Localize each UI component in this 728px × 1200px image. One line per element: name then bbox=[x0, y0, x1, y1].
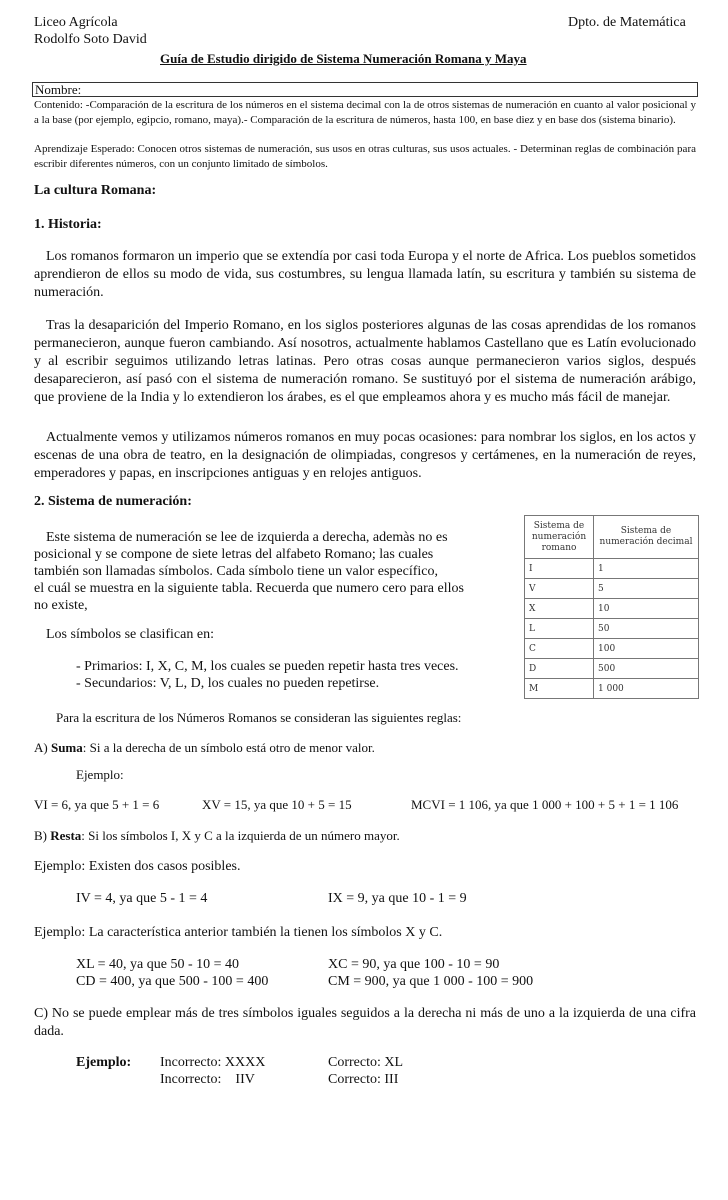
table-row bbox=[525, 659, 699, 679]
aprendizaje-paragraph: Aprendizaje Esperado: Conocen otros sistemas de numeración, sus usos en otras culturas, sus usos actuales. - Determinan reglas de combinación para escribir diferentes números, con un conjunto limitado de símbolos. bbox=[34, 143, 696, 170]
rule-a bbox=[34, 740, 375, 756]
sistema-line-5: no existe, bbox=[34, 598, 88, 613]
author-name: Rodolfo Soto David bbox=[34, 32, 147, 47]
sistema-line-2: posicional y se compone de siete letras del alfabeto Romano; las cuales bbox=[34, 547, 434, 562]
clasifican-text: Los símbolos se clasifican en: bbox=[46, 627, 214, 642]
rule-a-prefix: A) bbox=[34, 740, 51, 755]
header-decimal: Sistema de numeración decimal bbox=[594, 516, 699, 559]
example-iv: IV = 4, ya que 5 - 1 = 4 bbox=[76, 891, 208, 906]
decimal-value: 10 bbox=[594, 599, 699, 619]
roman-symbol: L bbox=[525, 619, 594, 639]
sistema-line-3: también son llamadas símbolos. Cada símbolo tiene un valor específico, bbox=[34, 564, 438, 579]
rule-c-text: C) No se puede emplear más de tres símbolos iguales seguidos a la derecha ni más de uno a la izquierda de una cifra dada. bbox=[34, 1006, 696, 1039]
decimal-value: 5 bbox=[594, 579, 699, 599]
table-header-row bbox=[525, 516, 699, 559]
rule-a-example-2: XV = 15, ya que 10 + 5 = 15 bbox=[202, 797, 352, 812]
decimal-value: 50 bbox=[594, 619, 699, 639]
sistema-line-4: el cuál se muestra en la siguiente tabla. Recuerda que numero cero para ellos bbox=[34, 581, 464, 596]
decimal-value: 500 bbox=[594, 659, 699, 679]
contenido-paragraph: Contenido: -Comparación de la escritura de los números en el sistema decimal con la de otros sistemas de numeración en cuanto al valor posicional y a la base (por ejemplo, egipcio, romano, maya).- Comparación de la escritura de números, hasta 100, en base diez y en base dos (sistema binario). bbox=[34, 99, 696, 126]
historia-paragraph-2: Tras la desaparición del Imperio Romano, en los siglos posteriores algunas de las cosas aprendidas de los romanos permanecieron, aunque fueron cambiando. Así nosotros, actualmente hablamos Castellano que es Latín evolucionado y al escribir seguimos utilizando letras latinas. Pero otras cosas aunque permanecieron varios siglos, después desaparecieron, así pasó con el sistema de numeración romano. Se sustituyó por el sistema de numeración arábigo, que proviene de la India y lo extendieron los árabes, es el que empleamos ahora y es mucho más fácil de manejar. bbox=[34, 318, 696, 405]
table-row bbox=[525, 559, 699, 579]
header-roman: Sistema de numeración romano bbox=[525, 516, 594, 559]
primarios-item: - Primarios: I, X, C, M, los cuales se pueden repetir hasta tres veces. bbox=[76, 659, 459, 674]
rule-b-name: Resta bbox=[50, 828, 82, 843]
correct-example-1: Correcto: XL bbox=[328, 1055, 404, 1070]
rule-a-text: : Si a la derecha de un símbolo está otro de menor valor. bbox=[82, 740, 375, 755]
department: Dpto. de Matemática bbox=[568, 15, 686, 30]
decimal-value: 1 bbox=[594, 559, 699, 579]
school-name: Liceo Agrícola bbox=[34, 15, 118, 30]
example-xl: XL = 40, ya que 50 - 10 = 40 bbox=[76, 957, 240, 972]
roman-decimal-table bbox=[524, 515, 699, 699]
roman-symbol: X bbox=[525, 599, 594, 619]
roman-symbol: V bbox=[525, 579, 594, 599]
historia-paragraph-3: Actualmente vemos y utilizamos números romanos en muy pocas ocasiones: para nombrar los siglos, en los actos y escenas de una obra de teatro, en la designación de olimpiadas, congresos y certámenes, en la numeración de reyes, emperadores y papas, en inscripciones antiguas y en relojes antiguos. bbox=[34, 430, 696, 481]
example-cd: CD = 400, ya que 500 - 100 = 400 bbox=[76, 974, 269, 989]
table-row bbox=[525, 619, 699, 639]
correct-example-2: Correcto: III bbox=[328, 1072, 399, 1087]
historia-paragraph-1: Los romanos formaron un imperio que se extendía por casi toda Europa y el norte de Africa. Los pueblos sometidos aprendieron de ellos su modo de vida, sus costumbres, su lengua llamada latín, su escritura y también su sistema de numeración. bbox=[34, 249, 696, 300]
name-label: Nombre: bbox=[35, 82, 82, 97]
table-row bbox=[525, 639, 699, 659]
historia-heading: 1. Historia: bbox=[34, 217, 102, 232]
name-field[interactable] bbox=[32, 82, 698, 97]
rule-a-ejemplo-label: Ejemplo: bbox=[76, 767, 124, 782]
example-ix: IX = 9, ya que 10 - 1 = 9 bbox=[328, 891, 467, 906]
rule-b-text: : Si los símbolos I, X y C a la izquierda de un número mayor. bbox=[81, 828, 400, 843]
reglas-intro: Para la escritura de los Números Romanos se consideran las siguientes reglas: bbox=[56, 710, 462, 725]
rule-a-example-3: MCVI = 1 106, ya que 1 000 + 100 + 5 + 1 = 1 106 bbox=[411, 797, 679, 812]
rule-c-ejemplo-label: Ejemplo: bbox=[76, 1055, 132, 1070]
table-row bbox=[525, 679, 699, 699]
sistema-line-1: Este sistema de numeración se lee de izquierda a derecha, ademàs no es bbox=[46, 530, 448, 545]
table-row bbox=[525, 599, 699, 619]
decimal-value: 100 bbox=[594, 639, 699, 659]
roman-symbol: C bbox=[525, 639, 594, 659]
rule-b-ejemplo-1: Ejemplo: Existen dos casos posibles. bbox=[34, 859, 241, 874]
decimal-value: 1 000 bbox=[594, 679, 699, 699]
sistema-heading: 2. Sistema de numeración: bbox=[34, 494, 192, 509]
roman-symbol: D bbox=[525, 659, 594, 679]
rule-a-name: Suma bbox=[50, 740, 83, 755]
table-row bbox=[525, 579, 699, 599]
rule-b-prefix: B) bbox=[34, 828, 51, 843]
secundarios-item: - Secundarios: V, L, D, los cuales no pueden repetirse. bbox=[76, 676, 380, 691]
section-title: La cultura Romana: bbox=[34, 183, 157, 198]
incorrect-example-2: Incorrecto: IIV bbox=[160, 1072, 255, 1087]
roman-symbol: M bbox=[525, 679, 594, 699]
example-cm: CM = 900, ya que 1 000 - 100 = 900 bbox=[328, 974, 534, 989]
page-title: Guía de Estudio dirigido de Sistema Numeración Romana y Maya bbox=[160, 51, 527, 66]
incorrect-example-1: Incorrecto: XXXX bbox=[160, 1055, 266, 1070]
rule-b-ejemplo-2: Ejemplo: La característica anterior también la tienen los símbolos X y C. bbox=[34, 925, 443, 940]
rule-a-example-1: VI = 6, ya que 5 + 1 = 6 bbox=[34, 797, 160, 812]
example-xc: XC = 90, ya que 100 - 10 = 90 bbox=[328, 957, 500, 972]
roman-symbol: I bbox=[525, 559, 594, 579]
rule-b bbox=[34, 828, 400, 844]
